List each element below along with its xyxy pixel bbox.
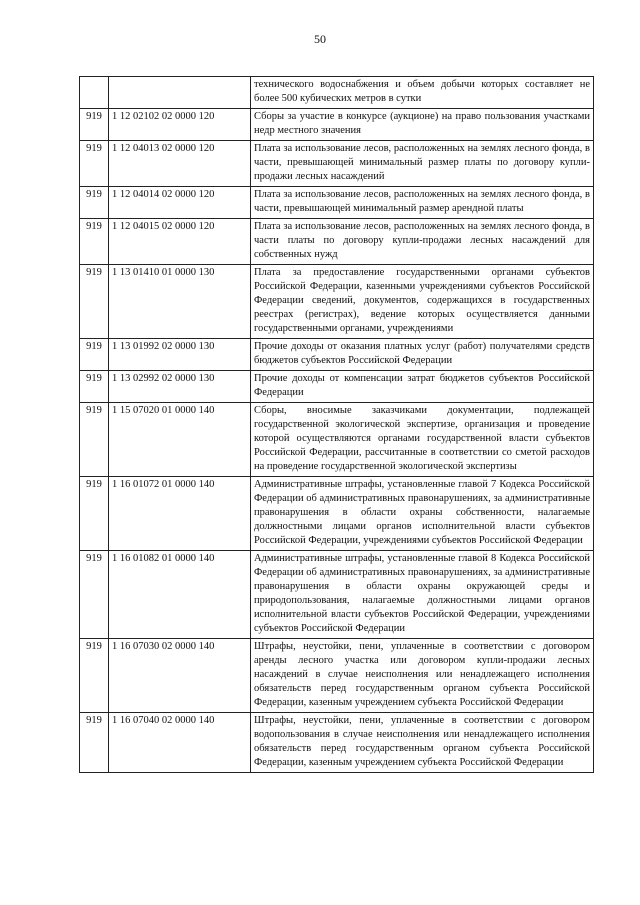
description-cell: Плата за использование лесов, расположенных на землях лесного фонда, в части платы по договору купли-продажи лесных насаждений для собственных нужд: [251, 219, 594, 265]
table-row: [80, 551, 594, 639]
budget-code-cell: 1 16 07040 02 0000 140: [109, 713, 251, 773]
admin-code-cell: 919: [80, 339, 109, 371]
table-row: [80, 77, 594, 109]
budget-code-cell: [109, 77, 251, 109]
budget-code-cell: 1 12 04014 02 0000 120: [109, 187, 251, 219]
table-row: [80, 141, 594, 187]
budget-code-cell: 1 16 07030 02 0000 140: [109, 639, 251, 713]
table-row: [80, 371, 594, 403]
table-row: [80, 403, 594, 477]
description-cell: Прочие доходы от оказания платных услуг (работ) получателями средств бюджетов субъектов Российской Федерации: [251, 339, 594, 371]
description-cell: Штрафы, неустойки, пени, уплаченные в соответствии с договором аренды лесного участка или договором купли-продажи лесных насаждений в случае неисполнения или ненадлежащего исполнения обязательств перед государственным органом субъекта Российской Федерации, казенным учреждением субъекта Российской Федерации: [251, 639, 594, 713]
description-cell: Прочие доходы от компенсации затрат бюджетов субъектов Российской Федерации: [251, 371, 594, 403]
revenue-codes-table: [79, 76, 594, 773]
table-row: [80, 639, 594, 713]
admin-code-cell: 919: [80, 265, 109, 339]
description-cell: Сборы за участие в конкурсе (аукционе) на право пользования участками недр местного значения: [251, 109, 594, 141]
admin-code-cell: 919: [80, 403, 109, 477]
page-number: 50: [314, 32, 326, 46]
budget-code-cell: 1 15 07020 01 0000 140: [109, 403, 251, 477]
admin-code-cell: 919: [80, 141, 109, 187]
admin-code-cell: 919: [80, 219, 109, 265]
table-row: [80, 265, 594, 339]
description-cell: Сборы, вносимые заказчиками документации, подлежащей государственной экологической экспертизе, организация и проведение которой осуществляются органами государственной власти субъектов Российской Федерации, рассчитанные в соответствии со сметой расходов на проведение государственной экологической экспертизы: [251, 403, 594, 477]
admin-code-cell: 919: [80, 109, 109, 141]
description-cell: Штрафы, неустойки, пени, уплаченные в соответствии с договором водопользования в случае неисполнения или ненадлежащего исполнения обязательств перед государственным органом субъекта Российской Федерации, казенным учреждением субъекта Российской Федерации: [251, 713, 594, 773]
budget-code-cell: 1 12 04013 02 0000 120: [109, 141, 251, 187]
budget-code-cell: 1 13 01410 01 0000 130: [109, 265, 251, 339]
budget-code-cell: 1 16 01082 01 0000 140: [109, 551, 251, 639]
description-cell: Административные штрафы, установленные главой 7 Кодекса Российской Федерации об административных правонарушениях, за административные правонарушения в области охраны собственности, налагаемые должностными лицами органов исполнительной власти субъектов Российской Федерации, учреждениями субъектов Российской Федерации: [251, 477, 594, 551]
table-row: [80, 109, 594, 141]
table-row: [80, 187, 594, 219]
budget-code-cell: 1 13 01992 02 0000 130: [109, 339, 251, 371]
description-cell: Плата за использование лесов, расположенных на землях лесного фонда, в части, превышающей минимальный размер арендной платы: [251, 187, 594, 219]
table-row: [80, 713, 594, 773]
description-cell: Плата за использование лесов, расположенных на землях лесного фонда, в части, превышающей минимальный размер платы по договору купли-продажи лесных насаждений: [251, 141, 594, 187]
description-cell: технического водоснабжения и объем добычи которых составляет не более 500 кубических метров в сутки: [251, 77, 594, 109]
description-cell: Административные штрафы, установленные главой 8 Кодекса Российской Федерации об административных правонарушениях, за административные правонарушения в области охраны окружающей среды и природопользования, налагаемые должностными лицами органов исполнительной власти субъектов Российской Федерации, учреждениями субъектов Российской Федерации: [251, 551, 594, 639]
budget-code-cell: 1 12 02102 02 0000 120: [109, 109, 251, 141]
admin-code-cell: 919: [80, 187, 109, 219]
admin-code-cell: 919: [80, 639, 109, 713]
budget-code-cell: 1 16 01072 01 0000 140: [109, 477, 251, 551]
table-row: [80, 477, 594, 551]
admin-code-cell: 919: [80, 713, 109, 773]
budget-code-cell: 1 12 04015 02 0000 120: [109, 219, 251, 265]
admin-code-cell: 919: [80, 371, 109, 403]
admin-code-cell: [80, 77, 109, 109]
admin-code-cell: 919: [80, 477, 109, 551]
description-cell: Плата за предоставление государственными органами субъектов Российской Федерации, казенными учреждениями субъектов Российской Федерации сведений, документов, содержащихся в государственных реестрах (регистрах), ведение которых осуществляется данными государственными органами, учреждениями: [251, 265, 594, 339]
admin-code-cell: 919: [80, 551, 109, 639]
table-row: [80, 219, 594, 265]
budget-code-cell: 1 13 02992 02 0000 130: [109, 371, 251, 403]
table-row: [80, 339, 594, 371]
